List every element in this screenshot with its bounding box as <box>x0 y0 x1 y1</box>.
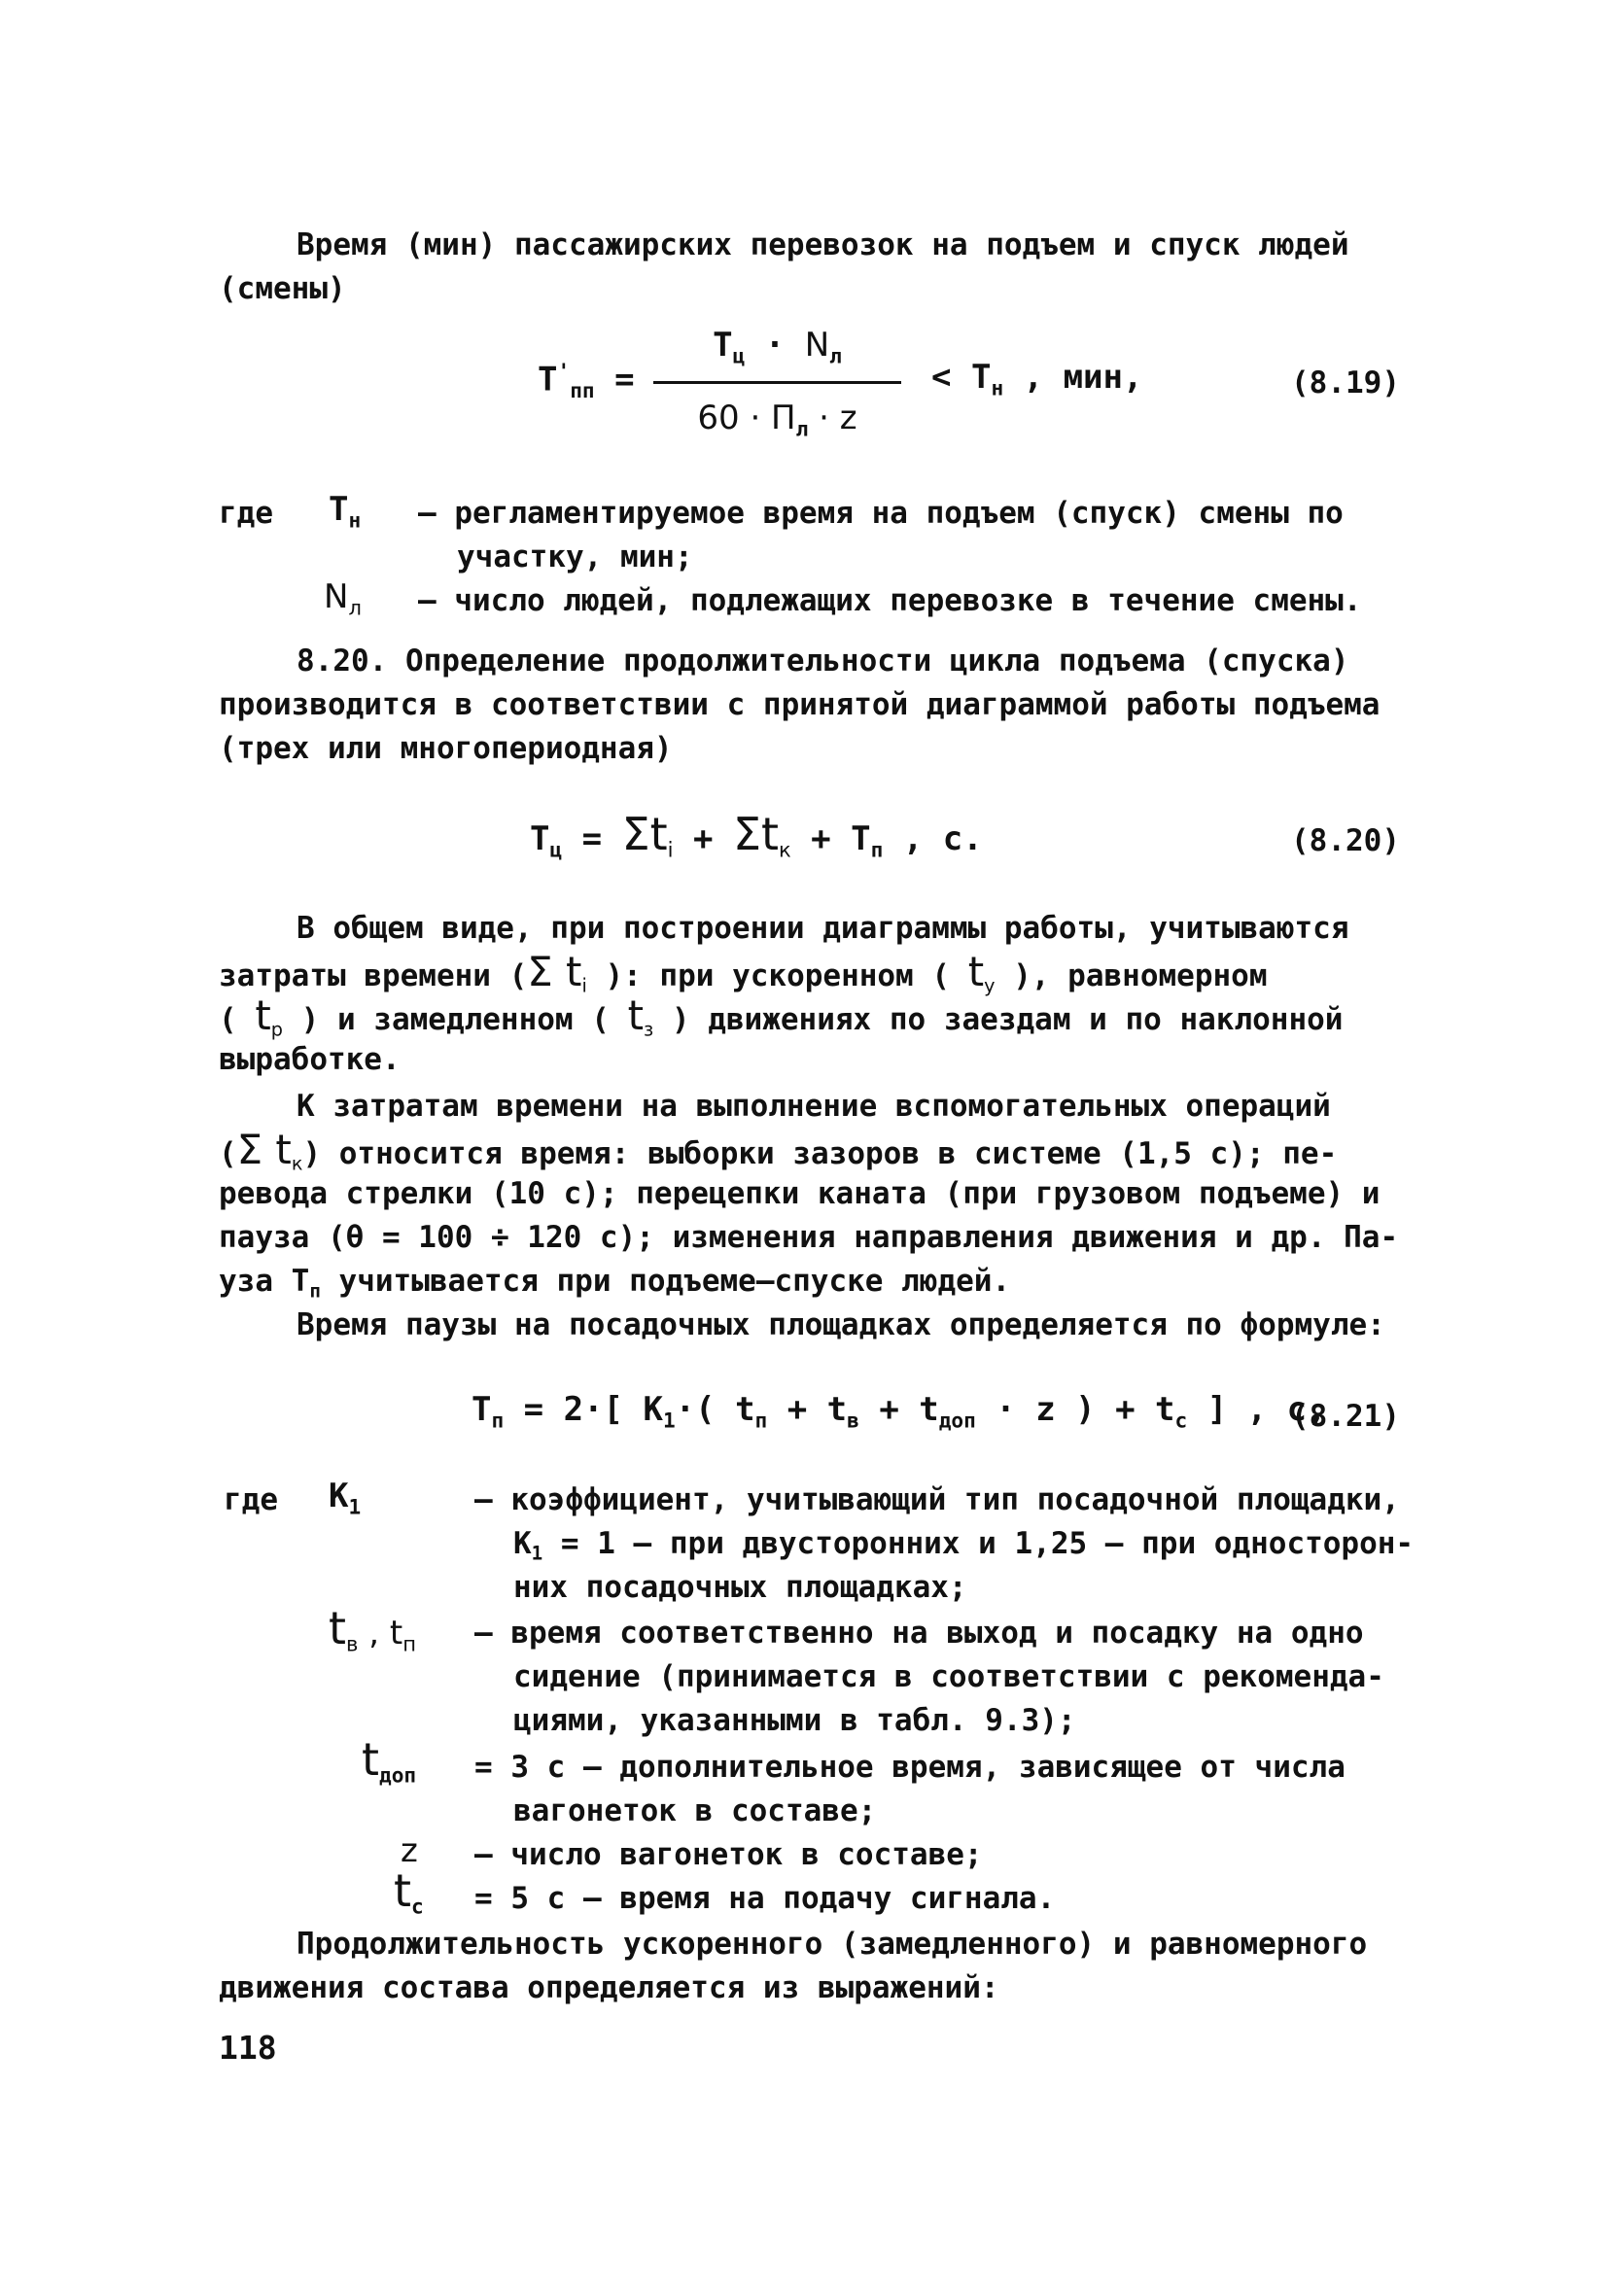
definition-line: вагонеток в составе; <box>513 1793 877 1828</box>
paragraph-line: производится в соответствии с принятой диаграммой работы подъема <box>219 687 1381 722</box>
symbol-z: z <box>401 1831 418 1870</box>
equation-number: (8.20) <box>1291 823 1400 858</box>
symbol-Nl: $N_л$ <box>324 577 362 620</box>
paragraph-line: Продолжительность ускоренного (замедленного) и равномерного <box>297 1927 1368 1962</box>
fraction-denominator: $60 \cdot П_л \cdot z$ <box>697 399 857 441</box>
paragraph-line: ревода стрелки (10 c); перецепки каната (при грузовом подъеме) и <box>219 1176 1381 1211</box>
paragraph-line: выработке. <box>219 1042 401 1077</box>
formula-lhs: $T'_{пп}$ = <box>538 359 635 403</box>
definition-line: участку, мин; <box>457 539 693 574</box>
paragraph-line: пауза (θ = 100 ÷ 120 c); изменения направления движения и др. Па- <box>219 1220 1399 1255</box>
symbol-Tn: $T_н$ <box>329 490 362 533</box>
definition-line: $K_1 = 1$ – при двусторонних и 1,25 – при односторон- <box>513 1526 1415 1565</box>
fraction-bar <box>653 381 901 384</box>
symbol-tv-tn: $t_в$ , $t_п$ <box>329 1602 416 1656</box>
paragraph-line: В общем виде, при построении диаграммы работы, учитываются <box>297 911 1349 946</box>
definition-line: – коэффициент, учитывающий тип посадочной площадки, <box>474 1482 1400 1517</box>
page-number: 118 <box>219 2029 277 2067</box>
equation-number: (8.21) <box>1291 1399 1400 1434</box>
where-label: где <box>219 496 273 531</box>
paragraph-line: движения состава определяется из выражений: <box>219 1970 999 2005</box>
paragraph-line: (смены) <box>219 271 346 306</box>
definition-line: – число людей, подлежащих перевозке в течение смены. <box>418 583 1362 618</box>
where-label: где <box>224 1482 278 1517</box>
paragraph-line: уза $T_п$ учитывается при подъеме–спуске людей. <box>219 1264 1011 1303</box>
paragraph-line: затраты времени (Σ $t_i$ ): при ускоренном ( $t_y$ ), равномерном <box>219 948 1268 997</box>
paragraph-line: ( $t_р$ ) и замедленном ( $t_з$ ) движениях по заездам и по наклонной <box>219 991 1344 1041</box>
formula-8-20: $T_ц = \Sigma t_i + \Sigma t_к + T_п$ , c. <box>530 808 983 862</box>
definition-line: = 3 c – дополнительное время, зависящее от числа <box>474 1750 1346 1785</box>
equation-number: (8.19) <box>1291 365 1400 400</box>
symbol-tc: $t_c$ <box>394 1864 424 1919</box>
symbol-tdop: $t_{доп}$ <box>362 1733 417 1788</box>
paragraph-line: (трех или многопериодная) <box>219 731 673 766</box>
paragraph-line: 8.20. Определение продолжительности цикла подъема (спуска) <box>297 644 1349 678</box>
symbol-K1: $K_1$ <box>329 1477 362 1519</box>
paragraph-line: Время (мин) пассажирских перевозок на подъем и спуск людей <box>297 227 1349 262</box>
paragraph-line: (Σ $t_к$) относится время: выборки зазоров в системе (1,5 c); пе- <box>219 1126 1338 1175</box>
formula-rhs: < $T_н$ , мин, <box>931 358 1143 400</box>
definition-line: = 5 c – время на подачу сигнала. <box>474 1881 1056 1916</box>
paragraph-line: К затратам времени на выполнение вспомогательных операций <box>297 1089 1331 1124</box>
definition-line: них посадочных площадках; <box>513 1570 967 1605</box>
definition-line: – регламентируемое время на подъем (спуск) смены по <box>418 496 1344 531</box>
paragraph-line: Время паузы на посадочных площадках определяется по формуле: <box>297 1307 1385 1342</box>
fraction-numerator: $T_ц \cdot N_л$ <box>713 326 842 368</box>
definition-line: сидение (принимается в соответствии с рекоменда- <box>513 1659 1384 1694</box>
definition-line: циями, указанными в табл. 9.3); <box>513 1703 1076 1738</box>
formula-8-21: $T_п = 2\cdot$[ $K_1\cdot$( $t_п + t_в + t_{доп} \cdot z$ ) + $t_c$ ] , c, <box>472 1390 1327 1433</box>
definition-line: – время соответственно на выход и посадку на одно <box>474 1616 1364 1651</box>
definition-line: – число вагонеток в составе; <box>474 1837 983 1872</box>
